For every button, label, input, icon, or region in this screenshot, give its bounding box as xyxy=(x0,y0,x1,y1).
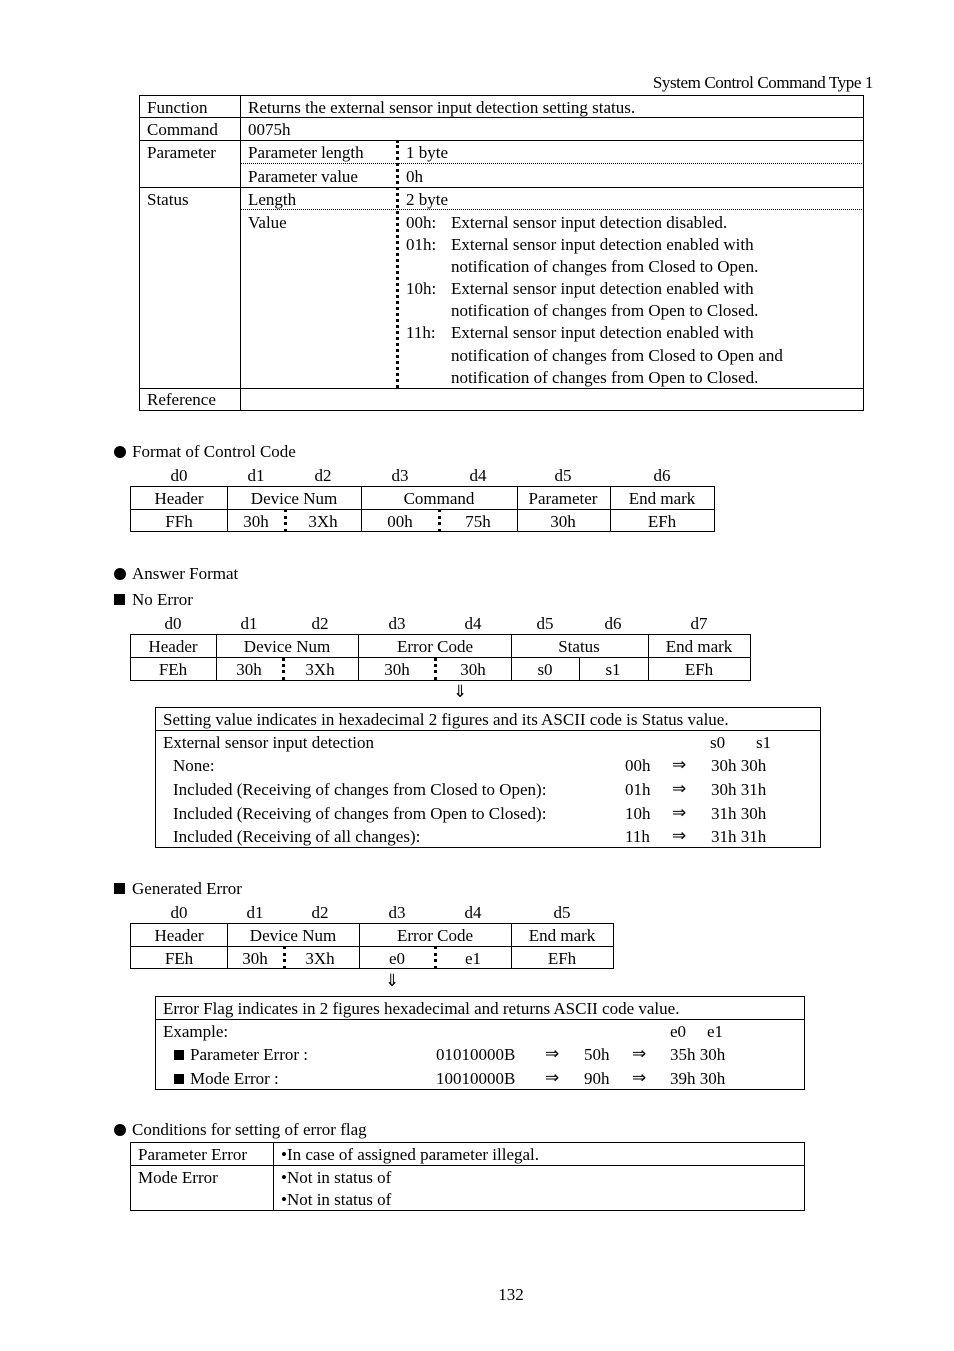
error-row-hex: 90h xyxy=(584,1069,610,1088)
param-error-label: Parameter Error xyxy=(138,1145,248,1164)
reference-label: Reference xyxy=(147,390,216,409)
byte-value: s1 xyxy=(605,660,621,679)
bullet-dot-icon xyxy=(114,568,126,580)
square-bullet-icon xyxy=(114,883,125,894)
square-bullet-icon xyxy=(174,1050,184,1060)
col-header: End mark xyxy=(628,489,696,508)
info-row-label: Included (Receiving of changes from Open to Closed): xyxy=(173,804,547,823)
square-bullet-icon xyxy=(114,594,125,605)
right-arrow-icon: ⇒ xyxy=(632,1044,647,1064)
status-length-value: 2 byte xyxy=(406,190,449,209)
col-header: Error Code xyxy=(396,926,474,945)
status-desc: External sensor input detection disabled. xyxy=(451,213,728,232)
mode-error-line: •Not in status of xyxy=(281,1168,392,1187)
col-header: Parameter xyxy=(528,489,598,508)
byte-value: e1 xyxy=(464,949,482,968)
param-length-label: Parameter length xyxy=(248,143,364,162)
param-value-value: 0h xyxy=(406,167,423,186)
byte-value: 30h xyxy=(460,660,486,679)
control-code-heading: Format of Control Code xyxy=(114,443,296,460)
byte-index: d1 xyxy=(246,903,264,922)
col-header: Command xyxy=(403,489,475,508)
mode-error-label: Mode Error xyxy=(138,1168,218,1187)
byte-value: 30h xyxy=(242,949,268,968)
byte-value: e0 xyxy=(388,949,406,968)
status-desc: notification of changes from Closed to Open. xyxy=(451,257,759,276)
status-info-subtitle: External sensor input detection xyxy=(163,733,375,752)
right-arrow-icon: ⇒ xyxy=(672,803,687,823)
param-error-text: •In case of assigned parameter illegal. xyxy=(281,1145,540,1164)
error-row-binary: 01010000B xyxy=(436,1045,516,1064)
mode-error-line: •Not in status of xyxy=(281,1190,392,1209)
info-row-code: 11h xyxy=(625,827,650,846)
right-arrow-icon: ⇒ xyxy=(632,1068,647,1088)
status-code: 00h: xyxy=(406,213,437,232)
byte-index: d3 xyxy=(388,903,406,922)
byte-index: d4 xyxy=(464,614,482,633)
byte-value: FEh xyxy=(158,660,188,679)
command-label: Command xyxy=(147,120,218,139)
byte-value: 75h xyxy=(465,512,491,531)
status-desc: notification of changes from Closed to Open and xyxy=(451,346,783,365)
col-header: End mark xyxy=(665,637,733,656)
error-row-ascii: 35h 30h xyxy=(670,1045,726,1064)
page-number: 132 xyxy=(498,1285,524,1304)
byte-index: d3 xyxy=(391,466,409,485)
status-desc: External sensor input detection enabled with xyxy=(451,279,754,298)
status-desc: External sensor input detection enabled with xyxy=(451,235,754,254)
byte-index: d5 xyxy=(554,466,572,485)
right-arrow-icon: ⇒ xyxy=(672,826,687,846)
command-value: 0075h xyxy=(248,120,291,139)
byte-value: 30h xyxy=(384,660,410,679)
right-arrow-icon: ⇒ xyxy=(545,1044,560,1064)
example-label: Example: xyxy=(163,1022,229,1041)
no-error-heading: No Error xyxy=(114,591,193,608)
byte-index: d1 xyxy=(247,466,265,485)
info-row-label: None: xyxy=(173,756,215,775)
col-header: Device Num xyxy=(249,926,337,945)
status-length-label: Length xyxy=(248,190,297,209)
param-length-value: 1 byte xyxy=(406,143,449,162)
status-desc: notification of changes from Open to Closed. xyxy=(451,368,759,387)
info-row-ascii: 31h 30h xyxy=(711,804,767,823)
col-header: Error Code xyxy=(396,637,474,656)
status-desc: notification of changes from Open to Closed. xyxy=(451,301,759,320)
byte-index: d5 xyxy=(553,903,571,922)
col-label-e0: e0 xyxy=(670,1022,687,1041)
error-row-binary: 10010000B xyxy=(436,1069,516,1088)
info-row-ascii: 31h 31h xyxy=(711,827,767,846)
conditions-heading: Conditions for setting of error flag xyxy=(114,1121,367,1138)
info-row-label: Included (Receiving of all changes): xyxy=(173,827,421,846)
info-row-ascii: 30h 30h xyxy=(711,756,767,775)
col-header: Device Num xyxy=(250,489,338,508)
byte-index: d3 xyxy=(388,614,406,633)
byte-index: d6 xyxy=(653,466,671,485)
down-arrow-icon: ⇓ xyxy=(384,971,400,991)
byte-value: FEh xyxy=(164,949,194,968)
right-arrow-icon: ⇒ xyxy=(545,1068,560,1088)
error-row-hex: 50h xyxy=(584,1045,610,1064)
right-arrow-icon: ⇒ xyxy=(672,779,687,799)
status-value-label: Value xyxy=(248,213,287,232)
page-header-title: System Control Command Type 1 xyxy=(652,73,873,92)
byte-index: d4 xyxy=(464,903,482,922)
status-code: 01h: xyxy=(406,235,437,254)
status-code: 11h: xyxy=(406,323,436,342)
byte-value: 3Xh xyxy=(308,512,338,531)
info-row-code: 10h xyxy=(625,804,651,823)
col-header: Header xyxy=(154,926,204,945)
byte-index: d2 xyxy=(314,466,332,485)
byte-value: s0 xyxy=(537,660,553,679)
bullet-dot-icon xyxy=(114,446,126,458)
info-row-label: Included (Receiving of changes from Closed to Open): xyxy=(173,780,547,799)
col-label-s0: s0 xyxy=(710,733,726,752)
param-value-label: Parameter value xyxy=(248,167,358,186)
byte-index: d2 xyxy=(311,903,329,922)
byte-value: EFh xyxy=(647,512,677,531)
generated-error-heading: Generated Error xyxy=(114,880,242,897)
function-value: Returns the external sensor input detection setting status. xyxy=(248,98,636,117)
status-code: 10h: xyxy=(406,279,437,298)
byte-index: d5 xyxy=(536,614,554,633)
byte-value: 3Xh xyxy=(305,660,335,679)
function-label: Function xyxy=(147,98,208,117)
info-row-code: 00h xyxy=(625,756,651,775)
byte-value: 30h xyxy=(550,512,576,531)
down-arrow-icon: ⇓ xyxy=(452,682,468,702)
error-row-label: Parameter Error : xyxy=(174,1046,308,1063)
byte-index: d1 xyxy=(240,614,258,633)
byte-index: d0 xyxy=(164,614,182,633)
byte-value: 3Xh xyxy=(305,949,335,968)
byte-value: EFh xyxy=(684,660,714,679)
byte-value: FFh xyxy=(165,512,193,531)
byte-value: EFh xyxy=(547,949,577,968)
byte-index: d7 xyxy=(690,614,708,633)
byte-value: 30h xyxy=(236,660,262,679)
col-header: Status xyxy=(558,637,600,656)
error-row-label: Mode Error : xyxy=(174,1070,279,1087)
col-header: Device Num xyxy=(243,637,331,656)
error-row-ascii: 39h 30h xyxy=(670,1069,726,1088)
byte-index: d6 xyxy=(604,614,622,633)
byte-index: d4 xyxy=(469,466,487,485)
col-header: End mark xyxy=(528,926,596,945)
status-desc: External sensor input detection enabled with xyxy=(451,323,754,342)
col-label-e1: e1 xyxy=(707,1022,724,1041)
error-info-title: Error Flag indicates in 2 figures hexadecimal and returns ASCII code value. xyxy=(163,999,680,1018)
byte-value: 00h xyxy=(387,512,413,531)
info-row-ascii: 30h 31h xyxy=(711,780,767,799)
status-info-title: Setting value indicates in hexadecimal 2 figures and its ASCII code is Status value. xyxy=(163,710,729,729)
status-label: Status xyxy=(147,190,189,209)
byte-index: d0 xyxy=(170,466,188,485)
col-header: Header xyxy=(154,489,204,508)
bullet-dot-icon xyxy=(114,1124,126,1136)
answer-heading: Answer Format xyxy=(114,565,238,582)
col-label-s1: s1 xyxy=(756,733,772,752)
square-bullet-icon xyxy=(174,1074,184,1084)
info-row-code: 01h xyxy=(625,780,651,799)
byte-value: 30h xyxy=(243,512,269,531)
col-header: Header xyxy=(148,637,198,656)
parameter-label: Parameter xyxy=(147,143,216,162)
byte-index: d0 xyxy=(170,903,188,922)
byte-index: d2 xyxy=(311,614,329,633)
right-arrow-icon: ⇒ xyxy=(672,755,687,775)
